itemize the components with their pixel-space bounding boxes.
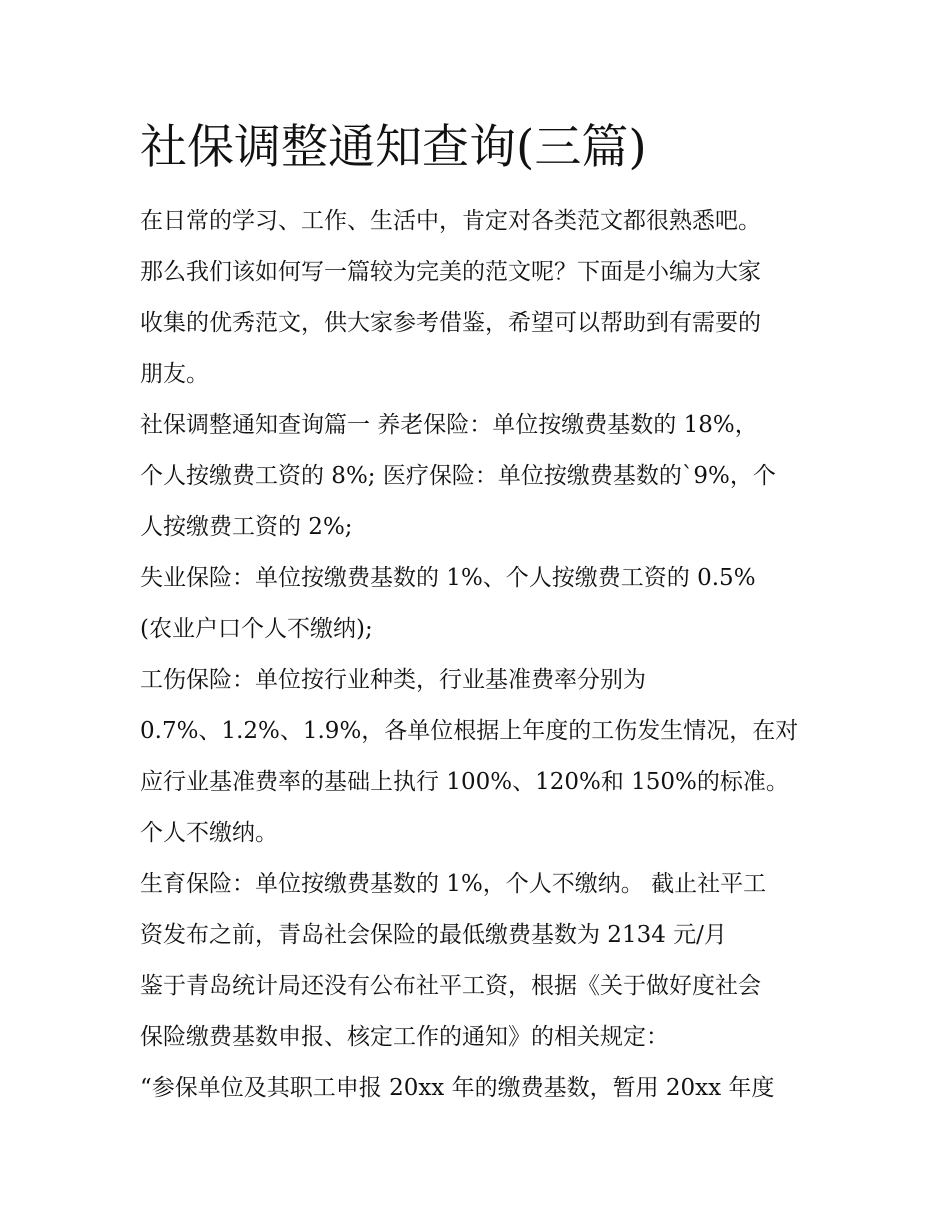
body-line: 个人不缴纳。 [140, 820, 278, 846]
body-line: 鉴于青岛统计局还没有公布社平工资，根据《关于做好度社会 [140, 973, 761, 999]
body-line: 朋友。 [140, 361, 209, 387]
body-line: 个人按缴费工资的 8%; 医疗保险：单位按缴费基数的`9%，个 [140, 463, 776, 489]
body-line: (农业户口个人不缴纳); [140, 616, 373, 642]
body-line: 人按缴费工资的 2%; [140, 514, 353, 540]
body-line: 资发布之前，青岛社会保险的最低缴费基数为 2134 元/月 [140, 922, 727, 948]
body-line: 社保调整通知查询篇一 养老保险：单位按缴费基数的 18%， [140, 412, 758, 438]
document-body [140, 196, 830, 1114]
body-line: 生育保险：单位按缴费基数的 1%，个人不缴纳。 截止社平工 [140, 871, 767, 897]
body-line: 收集的优秀范文，供大家参考借鉴，希望可以帮助到有需要的 [140, 310, 761, 336]
body-line: 失业保险：单位按缴费基数的 1%、个人按缴费工资的 0.5% [140, 565, 756, 591]
body-line: 0.7%、1.2%、1.9%，各单位根据上年度的工伤发生情况，在对 [140, 718, 799, 744]
body-line: 保险缴费基数申报、核定工作的通知》的相关规定： [140, 1024, 669, 1050]
body-line: 应行业基准费率的基础上执行 100%、120%和 150%的标准。 [140, 769, 789, 795]
body-line: 那么我们该如何写一篇较为完美的范文呢？下面是小编为大家 [140, 259, 761, 285]
body-line: 工伤保险：单位按行业种类，行业基准费率分别为 [140, 667, 646, 693]
body-line: 在日常的学习、工作、生活中，肯定对各类范文都很熟悉吧。 [140, 208, 761, 234]
document-title: 社保调整通知查询(三篇) [140, 120, 647, 175]
body-line: “参保单位及其职工申报 20xx 年的缴费基数，暂用 20xx 年度 [140, 1075, 775, 1101]
